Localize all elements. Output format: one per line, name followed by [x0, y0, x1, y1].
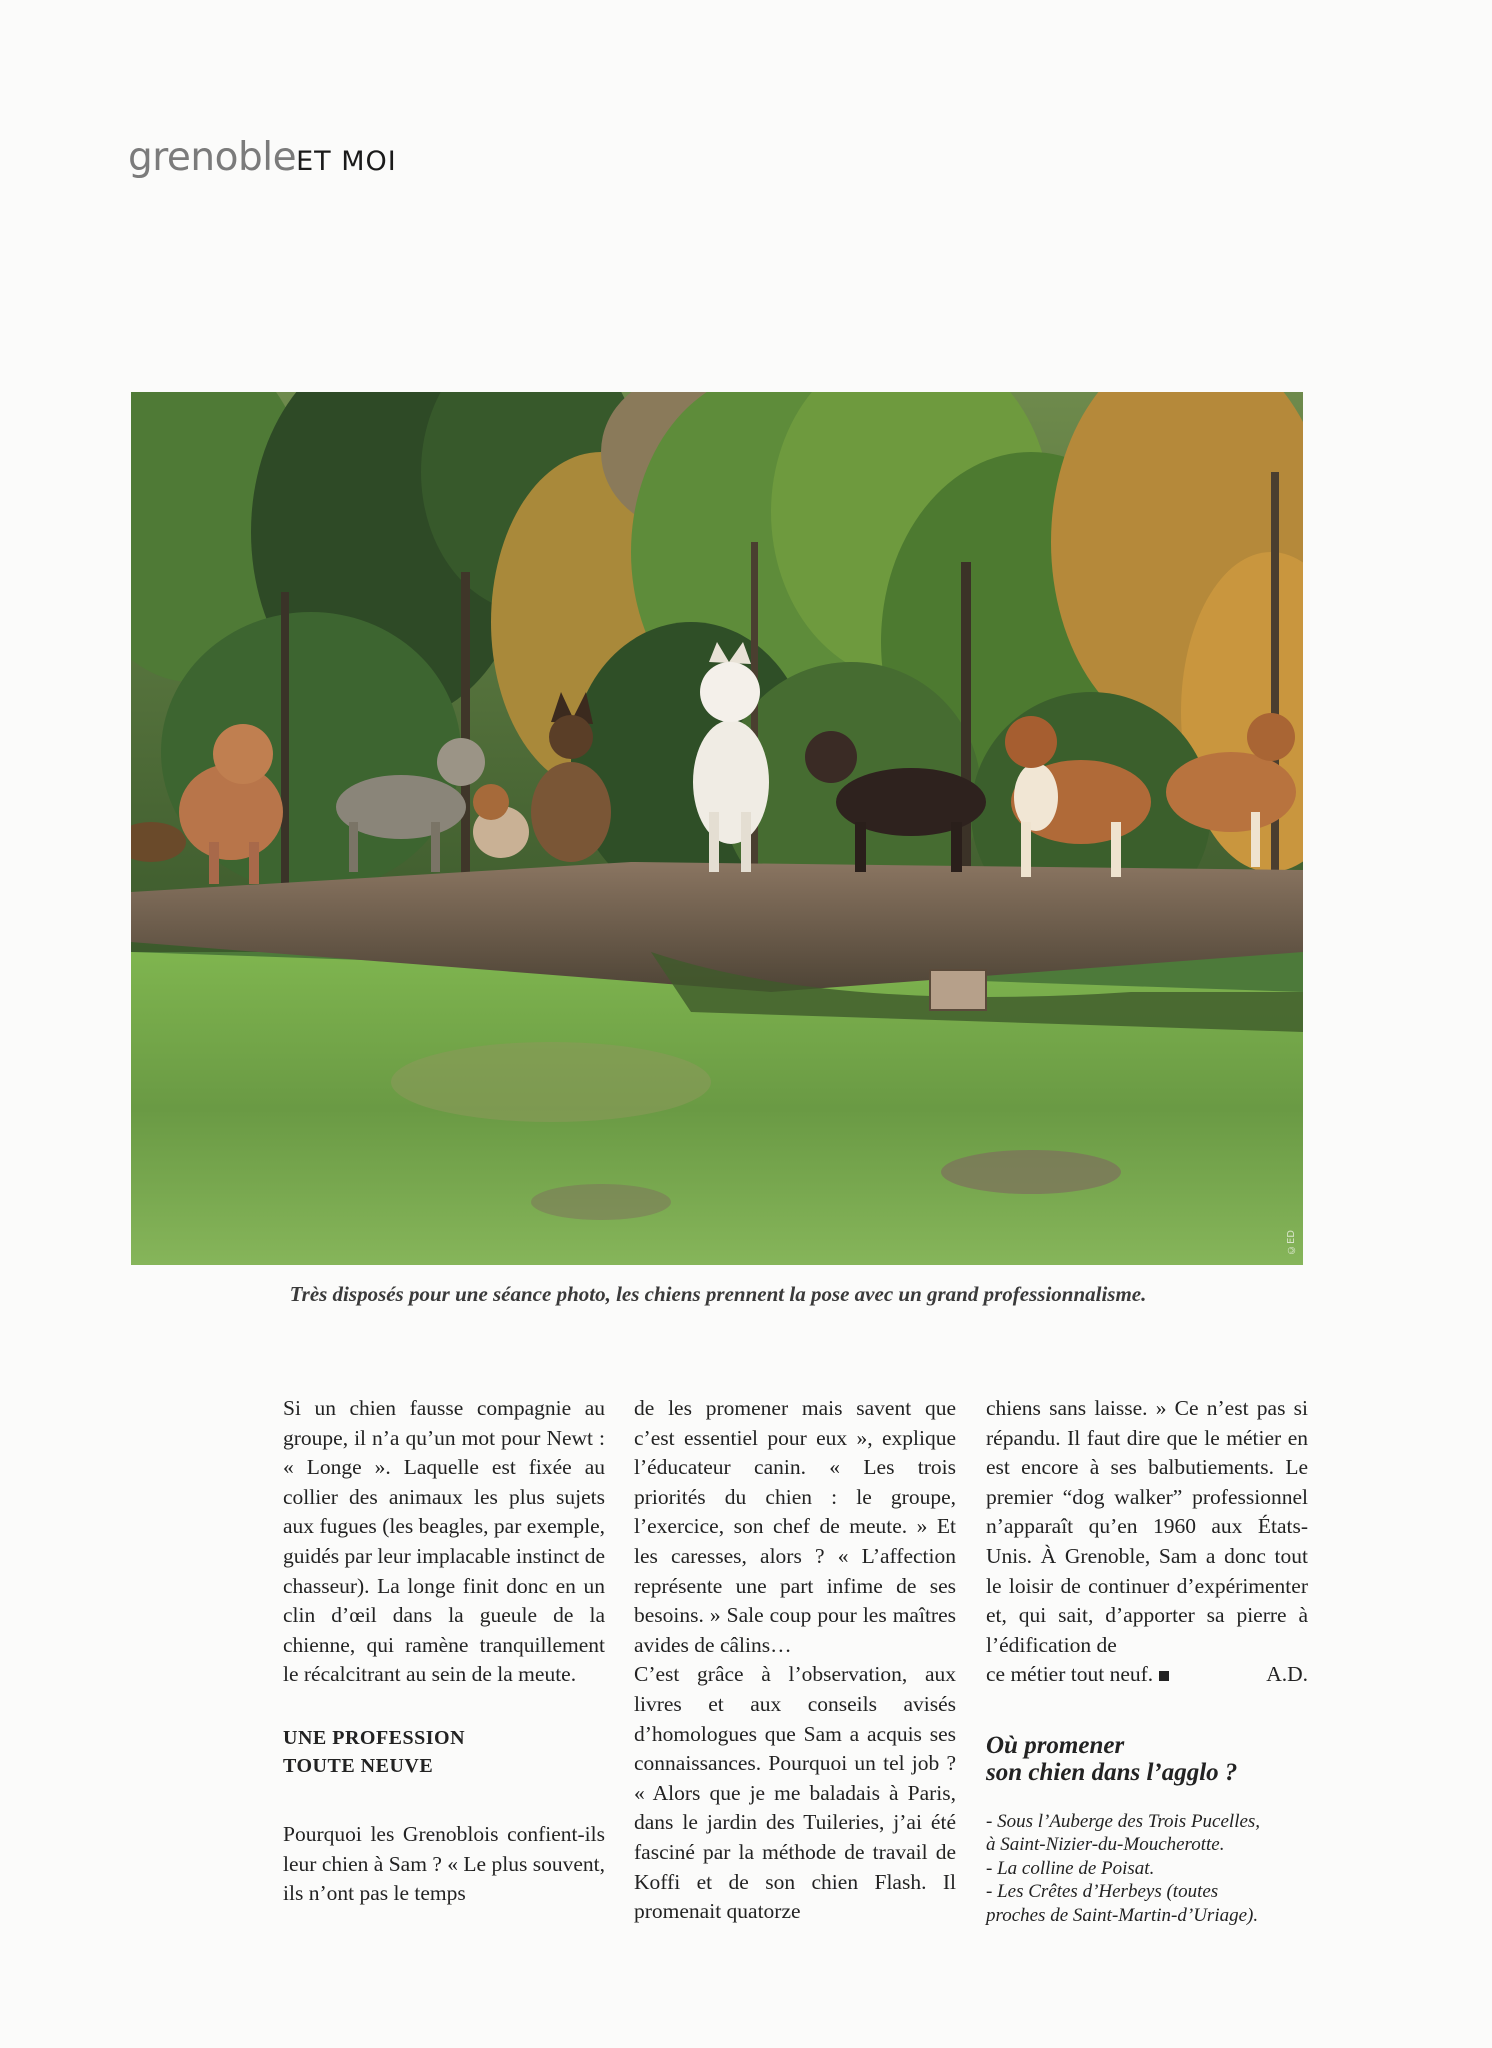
author-signature: A.D. [1266, 1662, 1308, 1687]
end-of-article-icon [1159, 1671, 1169, 1681]
list-item: - Les Crêtes d’Herbeys (toutes [986, 1881, 1219, 1903]
subheading-line: TOUTE NEUVE [283, 1754, 434, 1777]
photo-credit: ©ED [1286, 1229, 1297, 1255]
dogs-photo [131, 392, 1303, 1265]
section-subheading [283, 1724, 605, 1780]
walk-locations-list [986, 1810, 1308, 1928]
photo-caption: Très disposés pour une séance photo, les chiens prennent la pose avec un grand professionnalisme. [289, 1282, 1147, 1306]
article-paragraph: Pourquoi les Grenoblois confient-ils leur chien à Sam ? « Le plus souvent, ils n’ont pas le temps [283, 1821, 605, 1906]
section-name: ET MOI [296, 146, 397, 177]
sidebar-title [986, 1732, 1308, 1786]
list-item: - Sous l’Auberge des Trois Pucelles, [986, 1810, 1261, 1832]
closing-text: ce métier tout neuf. [986, 1662, 1154, 1687]
article-column-1 [283, 1394, 605, 1909]
list-item: à Saint-Nizier-du-Moucherotte. [986, 1834, 1225, 1856]
article-column-3 [986, 1394, 1308, 1927]
list-item: proches de Saint-Martin-d’Uriage). [986, 1904, 1259, 1926]
dogs-photo-illustration [131, 392, 1303, 1265]
article-paragraph: de les promener mais savent que c’est essentiel pour eux », explique l’éducateur canin. « Les trois priorités du chien : le groupe, l’exercice, son chef de meute. » Et les caresses, alors ? « L’affection représente une part infime de ses besoins. » Sale coup pour les maîtres avides de câlins… [634, 1396, 956, 1657]
article-column-2 [634, 1394, 956, 1927]
article-paragraph: C’est grâce à l’observation, aux livres et aux conseils avisés d’homologues que Sam a acquis ses connaissances. Pourquoi un tel job ? « Alors que je me baladais à Paris, dans le jardin des Tuileries, j’ai été fasciné par la méthode de travail de Koffi et de son chien Flash. Il promenait quatorze [634, 1662, 956, 1924]
brand-name: grenoble [128, 135, 297, 180]
article-paragraph: chiens sans laisse. » Ce n’est pas si répandu. Il faut dire que le métier en est encore à ses balbutiements. Le premier “dog walker” professionnel n’apparaît qu’en 1960 aux États-Unis. À Grenoble, Sam a donc tout le loisir de continuer d’expérimenter et, qui sait, d’apporter sa pierre à l’édification de [986, 1396, 1308, 1657]
sidebar-title-line: Où promener [986, 1731, 1125, 1759]
magazine-header [128, 135, 397, 180]
sidebar-title-line: son chien dans l’agglo ? [986, 1758, 1238, 1786]
subheading-line: UNE PROFESSION [283, 1726, 466, 1749]
closing-line [986, 1660, 1308, 1690]
list-item: - La colline de Poisat. [986, 1857, 1155, 1879]
article-paragraph: Si un chien fausse compagnie au groupe, il n’a qu’un mot pour Newt : « Longe ». Laquelle est fixée au collier des animaux les plus sujets aux fugues (les beagles, par exemple, guidés par leur implacable instinct de chasseur). La longe finit donc en un clin d’œil dans la gueule de la chienne, qui ramène tranquillement le récalcitrant au sein de la meute. [283, 1396, 605, 1687]
